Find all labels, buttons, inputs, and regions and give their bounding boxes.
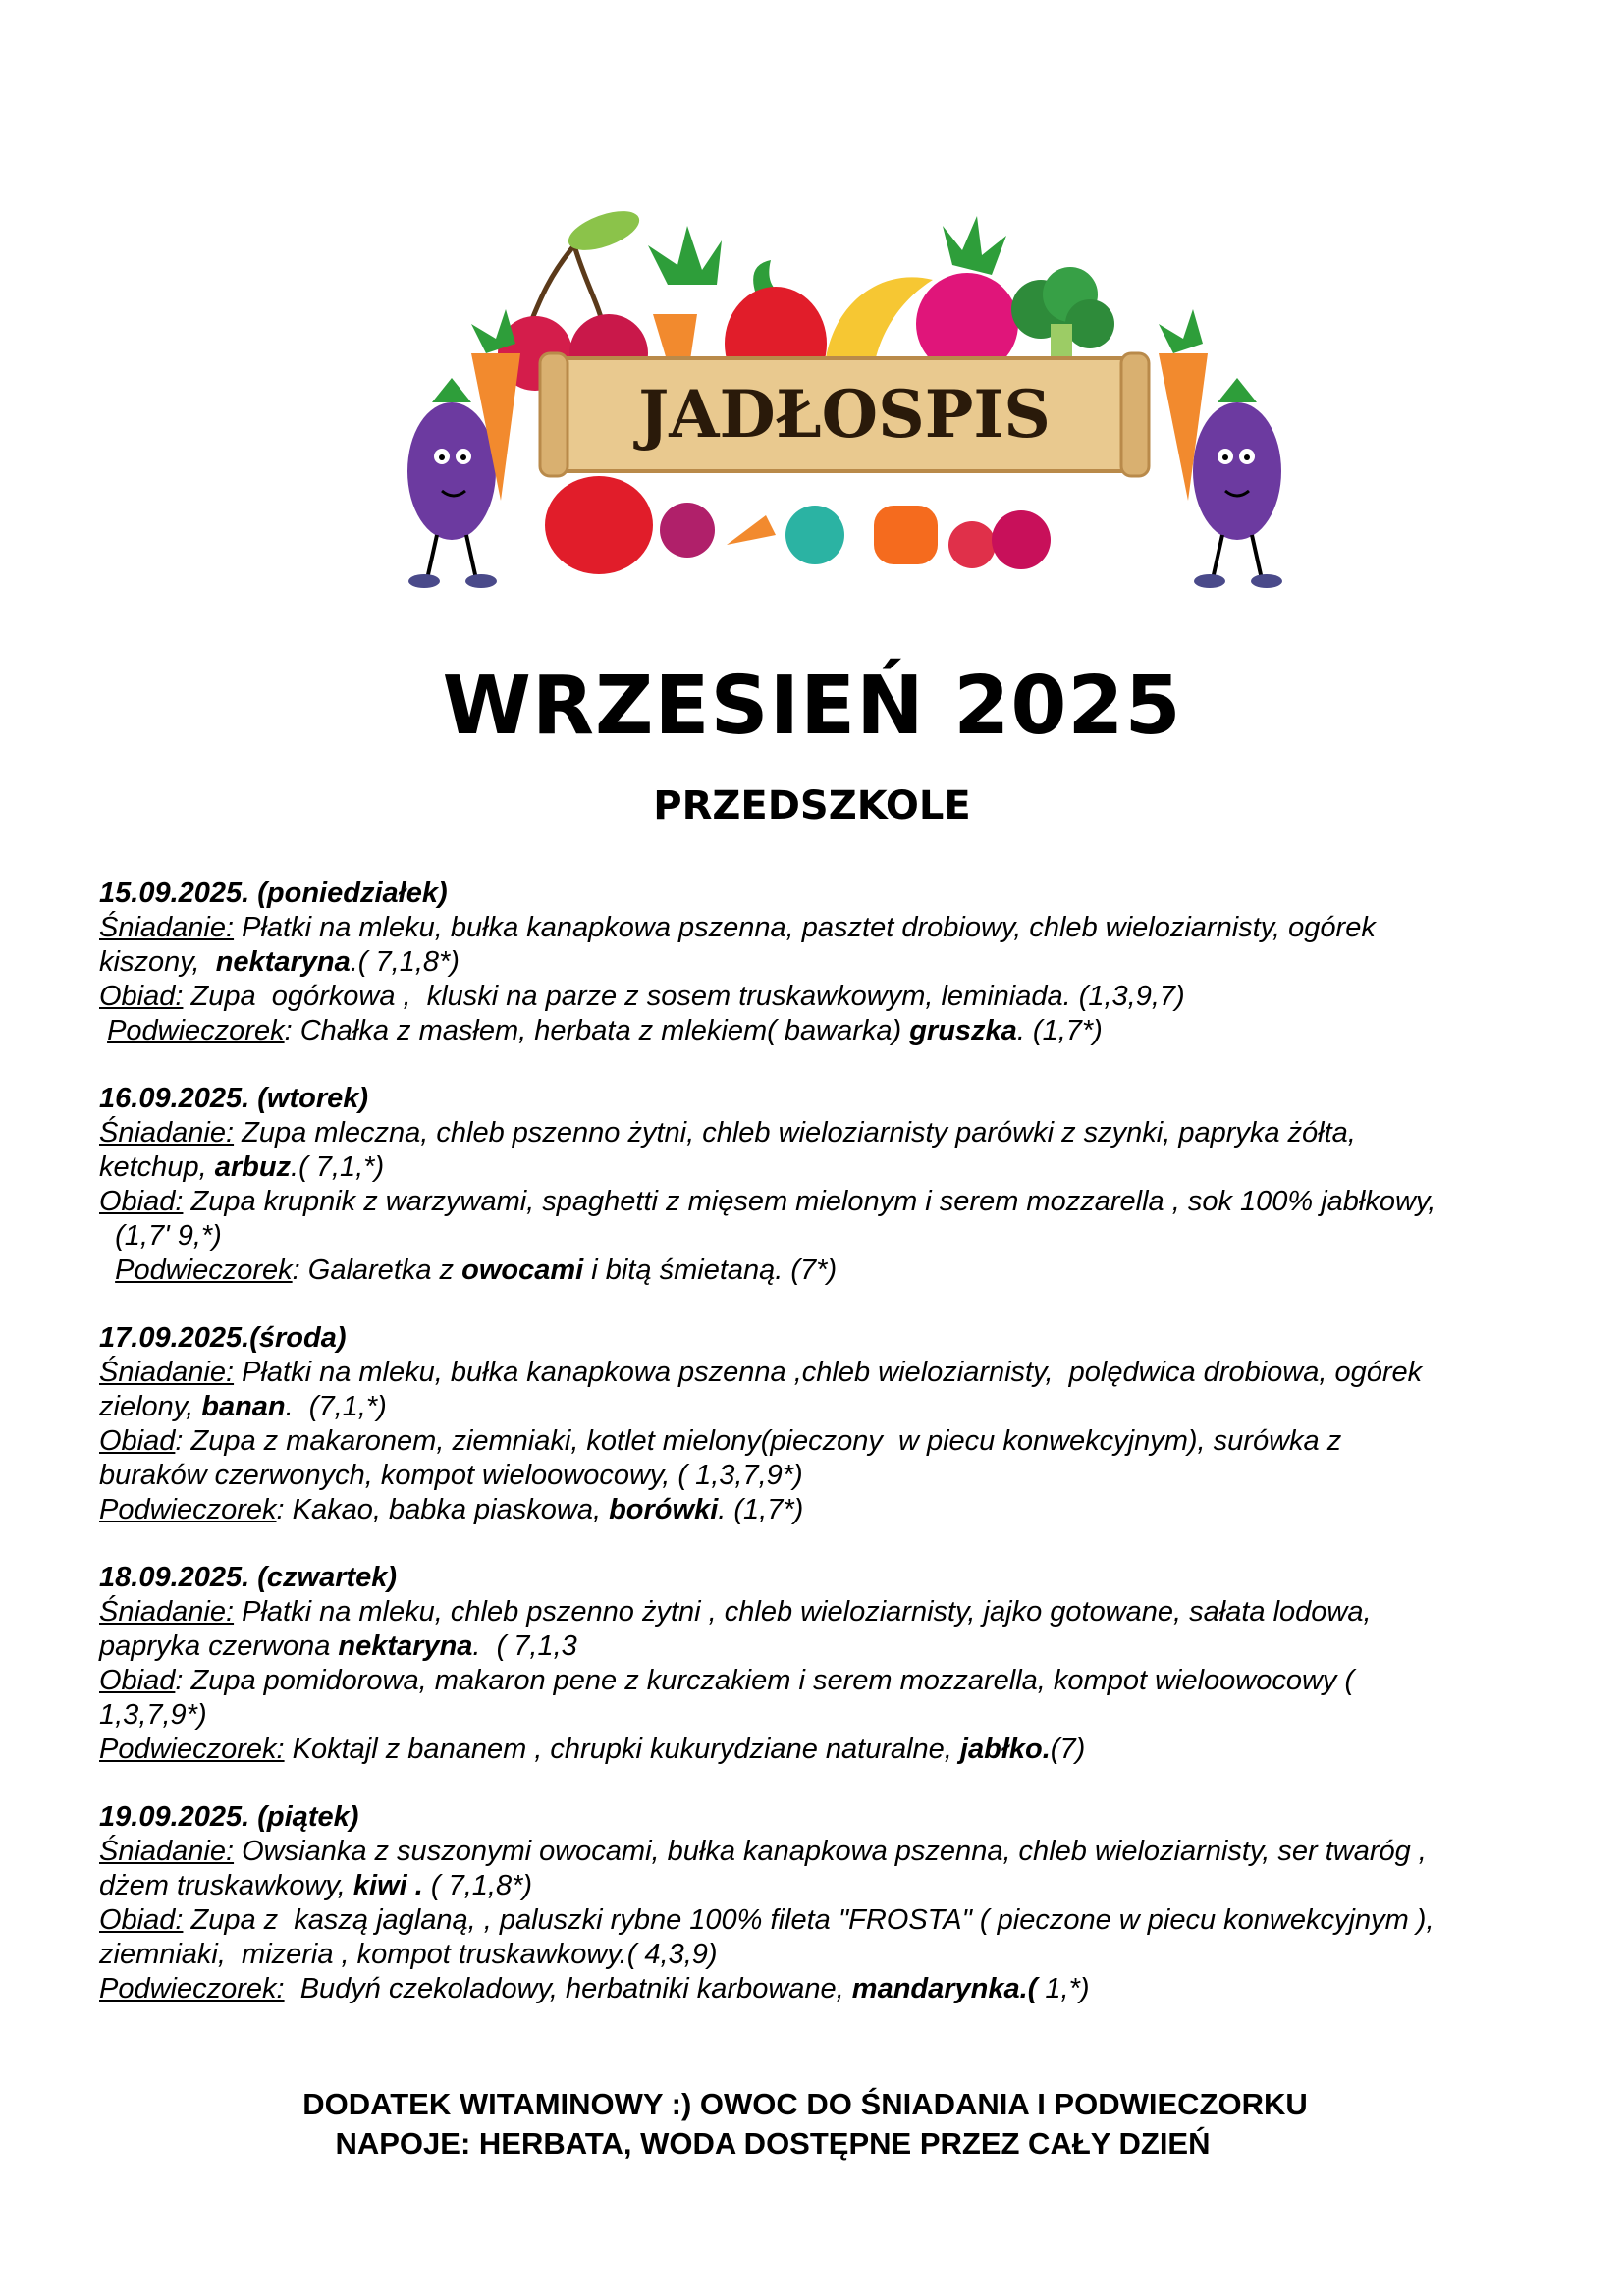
footer-notice [0,2085,1624,2163]
day-date: 17.09.2025.(środa) [99,1322,347,1354]
eggplant-character-right-icon [1193,378,1282,588]
fruit-highlight: banan [201,1391,286,1422]
day-date: 15.09.2025. (poniedziałek) [99,878,448,909]
menu-line [99,911,1533,945]
meal-description: : Kakao, babka piaskowa, [276,1494,610,1525]
menu-days [99,877,1533,2040]
line-indent [99,1255,115,1286]
bottom-vegetables-icon [545,476,1051,574]
meal-description: ketchup, [99,1151,215,1183]
meal-description: Koktajl z bananem , chrupki kukurydziane naturalne, [284,1734,960,1765]
menu-line [99,1972,1533,2006]
menu-day [99,1321,1533,1527]
menu-line [99,1356,1533,1390]
menu-line [99,1150,1533,1185]
meal-description: Zupa z kaszą jaglaną, , paluszki rybne 100% fileta "FROSTA" ( pieczone w piecu konwekcyjnym ), [183,1904,1435,1936]
meal-label: Podwieczorek: [99,1734,285,1765]
line-indent [99,1015,107,1046]
jadlospis-logo [403,206,1286,599]
allergen-codes: 1,*) [1037,1973,1090,2004]
meal-label: Podwieczorek [99,1494,277,1525]
fruit-highlight: nektaryna [215,946,351,978]
day-date: 18.09.2025. (czwartek) [99,1562,398,1593]
meal-label: Obiad: [99,1904,184,1936]
meal-description: (1,7' 9,*) [99,1220,222,1252]
allergen-codes: i bitą śmietaną. (7*) [583,1255,838,1286]
allergen-codes: ( 7,1,8*) [422,1870,533,1901]
menu-line [99,1869,1533,1903]
menu-line [99,1733,1533,1767]
allergen-codes: .( 7,1,8*) [350,946,460,978]
menu-line [99,1903,1533,1938]
menu-line [99,1664,1533,1698]
meal-label: Śniadanie: [99,1117,235,1148]
meal-description: : Chałka z masłem, herbata z mlekiem( bawarka) [284,1015,910,1046]
meal-description: 1,3,7,9*) [99,1699,207,1731]
fruit-highlight: borówki [609,1494,719,1525]
allergen-codes: . (1,7*) [718,1494,804,1525]
banner-title: JADŁOSPIS [638,376,1051,453]
meal-label: Podwieczorek [115,1255,293,1286]
meal-description: Zupa krupnik z warzywami, spaghetti z mięsem mielonym i serem mozzarella , sok 100% jabłkowy, [183,1186,1436,1217]
fruit-highlight: kiwi . [352,1870,423,1901]
meal-label: Śniadanie: [99,1596,235,1628]
allergen-codes: .( 7,1,*) [291,1151,385,1183]
meal-description: kiszony, [99,946,216,978]
fruit-highlight: jabłko. [959,1734,1051,1765]
meal-description: buraków czerwonych, kompot wieloowocowy, ( 1,3,7,9*) [99,1460,803,1491]
meal-description: Płatki na mleku, chleb pszenno żytni , chleb wieloziarnisty, jajko gotowane, sałata lodowa, [234,1596,1372,1628]
menu-line [99,1629,1533,1664]
meal-description: : Zupa pomidorowa, makaron pene z kurczakiem i serem mozzarella, kompot wieloowocowy ( [175,1665,1355,1696]
meal-description: Budyń czekoladowy, herbatniki karbowane, [284,1973,852,2004]
menu-line [99,945,1533,980]
beet-icon [916,216,1018,375]
page-title: WRZESIEŃ 2025 [442,660,1182,753]
menu-line [99,1390,1533,1424]
menu-line [99,1938,1533,1972]
footer-line-drinks: NAPOJE: HERBATA, WODA DOSTĘPNE PRZEZ CAŁY DZIEŃ [335,2126,1211,2161]
meal-description: : Galaretka z [292,1255,462,1286]
menu-line [99,980,1533,1014]
meal-label: Podwieczorek: [99,1973,285,2004]
menu-line [99,1698,1533,1733]
menu-line [99,1459,1533,1493]
fruit-highlight: arbuz [214,1151,292,1183]
menu-line [99,1835,1533,1869]
meal-description: zielony, [99,1391,202,1422]
menu-line [99,1116,1533,1150]
menu-line [99,1424,1533,1459]
day-date: 16.09.2025. (wtorek) [99,1083,369,1114]
menu-line [99,1014,1533,1048]
meal-description: papryka czerwona [99,1630,339,1662]
meal-description: : Zupa z makaronem, ziemniaki, kotlet mielony(pieczony w piecu konwekcyjnym), surówka z [175,1425,1342,1457]
menu-day [99,1082,1533,1288]
allergen-codes: . ( 7,1,3 [472,1630,577,1662]
meal-description: Zupa mleczna, chleb pszenno żytni, chleb wieloziarnisty parówki z szynki, papryka żółta, [234,1117,1356,1148]
meal-description: Zupa ogórkowa , kluski na parze z sosem truskawkowym, leminiada. (1,3,9,7) [183,981,1185,1012]
menu-day [99,877,1533,1048]
menu-line [99,1185,1533,1219]
meal-label: Obiad: [99,981,184,1012]
allergen-codes: (7) [1050,1734,1086,1765]
menu-day [99,1800,1533,2006]
meal-description: Płatki na mleku, bułka kanapkowa pszenna ,chleb wieloziarnisty, polędwica drobiowa, ogórek [234,1357,1423,1388]
menu-line [99,1219,1533,1254]
fruit-highlight: nektaryna [338,1630,473,1662]
footer-line-vitamins: DODATEK WITAMINOWY :) OWOC DO ŚNIADANIA I PODWIECZORKU [302,2087,1308,2121]
allergen-codes: . (1,7*) [1016,1015,1103,1046]
meal-description: dżem truskawkowy, [99,1870,353,1901]
fruit-highlight: mandarynka.( [851,1973,1038,2004]
meal-description: Płatki na mleku, bułka kanapkowa pszenna, pasztet drobiowy, chleb wieloziarnisty, ogórek [234,912,1376,943]
meal-label: Śniadanie: [99,912,235,943]
meal-label: Śniadanie: [99,1357,235,1388]
meal-label: Obiad: [99,1186,184,1217]
meal-label: Podwieczorek [107,1015,285,1046]
menu-line [99,1595,1533,1629]
meal-description: Owsianka z suszonymi owocami, bułka kanapkowa pszenna, chleb wieloziarnisty, ser twaróg , [234,1836,1427,1867]
page-subtitle: PRZEDSZKOLE [653,783,971,828]
meal-label: Obiad [99,1665,176,1696]
menu-day [99,1561,1533,1767]
allergen-codes: . (7,1,*) [285,1391,387,1422]
menu-line [99,1493,1533,1527]
meal-label: Śniadanie: [99,1836,235,1867]
meal-label: Obiad [99,1425,176,1457]
menu-line [99,1254,1533,1288]
day-date: 19.09.2025. (piątek) [99,1801,359,1833]
fruit-highlight: gruszka [909,1015,1017,1046]
meal-description: ziemniaki, mizeria , kompot truskawkowy.( 4,3,9) [99,1939,718,1970]
fruit-highlight: owocami [461,1255,584,1286]
